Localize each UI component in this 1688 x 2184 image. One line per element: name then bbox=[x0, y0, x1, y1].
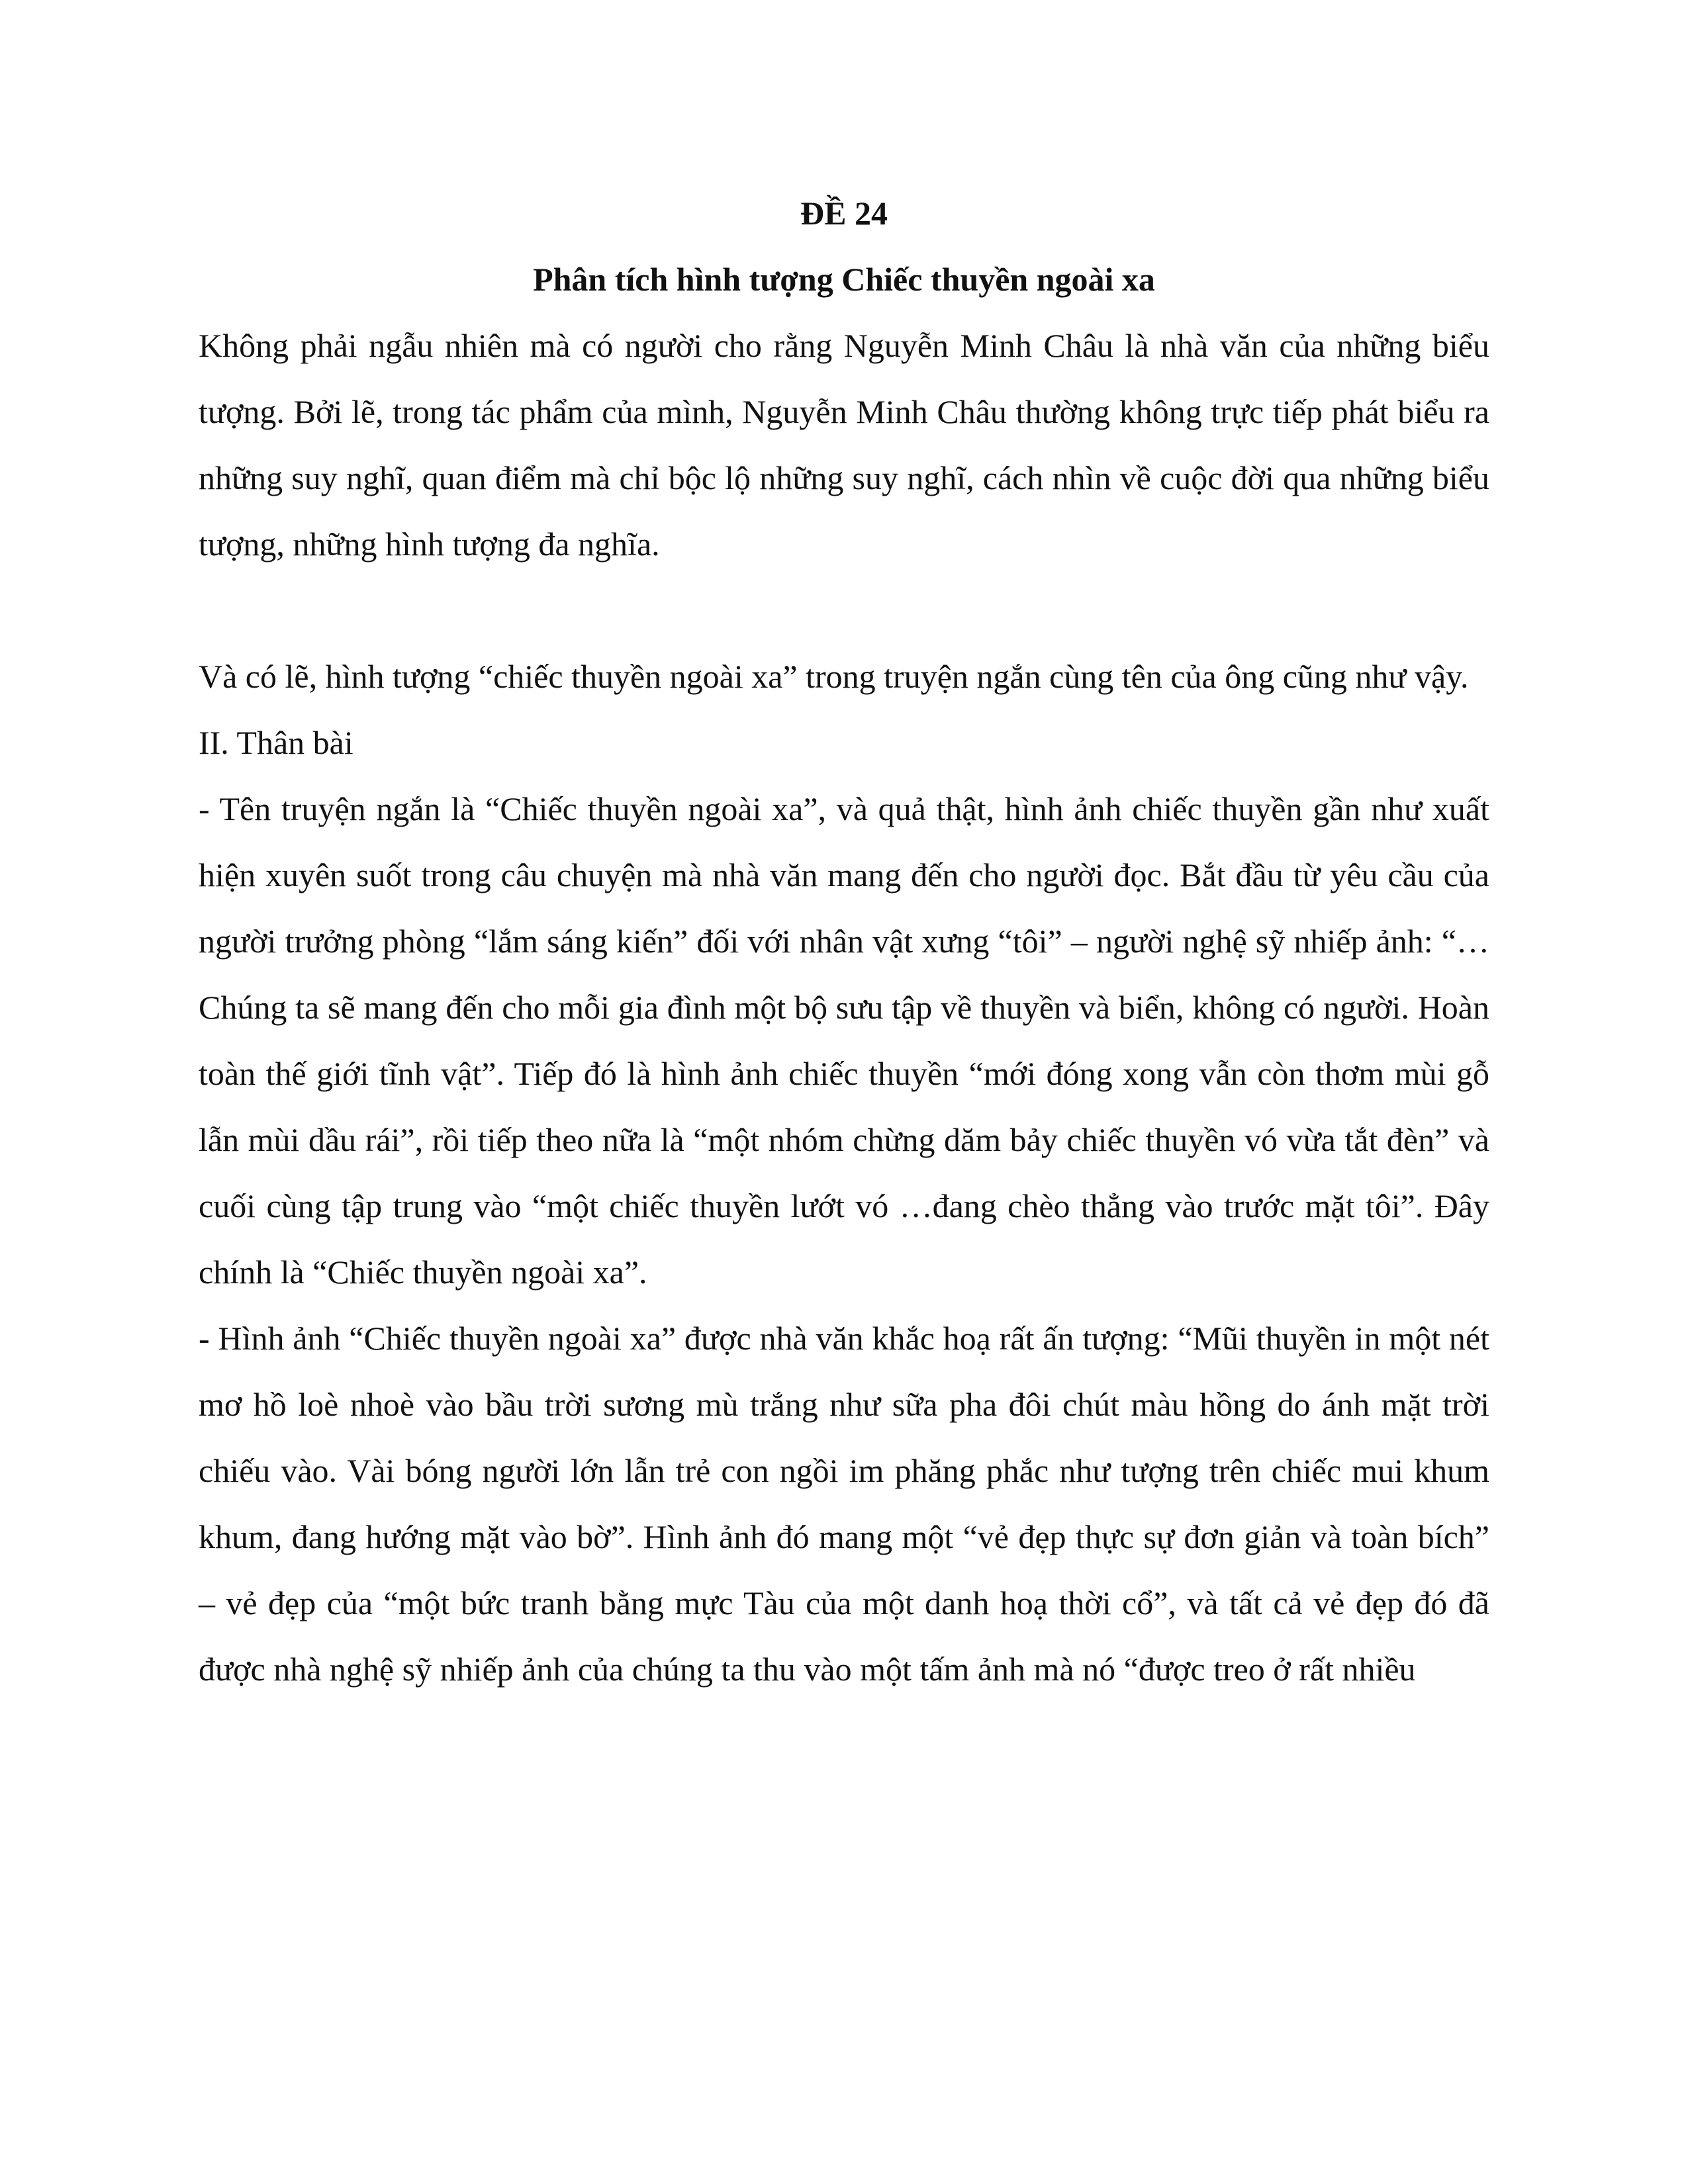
document-body bbox=[199, 180, 1489, 1702]
exam-number: ĐỀ 24 bbox=[800, 195, 888, 232]
body-paragraph-1: - Tên truyện ngắn là “Chiếc thuyền ngoài xa”, và quả thật, hình ảnh chiếc thuyền gần như xuất hiện xuyên suốt trong câu chuyện mà nhà văn mang đến cho người đọc. Bắt đầu từ yêu cầu của người trưởng phòng “lắm sáng kiến” đối với nhân vật xưng “tôi” – người nghệ sỹ nhiếp ảnh: “…Chúng ta sẽ mang đến cho mỗi gia đình một bộ sưu tập về thuyền và biển, không có người. Hoàn toàn thế giới tĩnh vật”. Tiếp đó là hình ảnh chiếc thuyền “mới đóng xong vẫn còn thơm mùi gỗ lẫn mùi dầu rái”, rồi tiếp theo nữa là “một nhóm chừng dăm bảy chiếc thuyền vó vừa tắt đèn” và cuối cùng tập trung vào “một chiếc thuyền lướt vó …đang chèo thẳng vào trước mặt tôi”. Đây chính là “Chiếc thuyền ngoài xa”. bbox=[199, 790, 1489, 1291]
section-heading-body: II. Thân bài bbox=[199, 724, 353, 761]
paragraph-spacer bbox=[199, 577, 1489, 643]
essay-title: Phân tích hình tượng Chiếc thuyền ngoài xa bbox=[533, 261, 1155, 298]
intro-paragraph: Không phải ngẫu nhiên mà có người cho rằng Nguyễn Minh Châu là nhà văn của những biểu tượng. Bởi lẽ, trong tác phẩm của mình, Nguyễn Minh Châu thường không trực tiếp phát biểu ra những suy nghĩ, quan điểm mà chỉ bộc lộ những suy nghĩ, cách nhìn về cuộc đời qua những biểu tượng, những hình tượng đa nghĩa. bbox=[199, 327, 1489, 563]
body-paragraph-2: - Hình ảnh “Chiếc thuyền ngoài xa” được nhà văn khắc hoạ rất ấn tượng: “Mũi thuyền in một nét mơ hồ loè nhoè vào bầu trời sương mù trắng như sữa pha đôi chút màu hồng do ánh mặt trời chiếu vào. Vài bóng người lớn lẫn trẻ con ngồi im phăng phắc như tượng trên chiếc mui khum khum, đang hướng mặt vào bờ”. Hình ảnh đó mang một “vẻ đẹp thực sự đơn giản và toàn bích” – vẻ đẹp của “một bức tranh bằng mực Tàu của một danh hoạ thời cổ”, và tất cả vẻ đẹp đó đã được nhà nghệ sỹ nhiếp ảnh của chúng ta thu vào một tấm ảnh mà nó “được treo ở rất nhiều bbox=[199, 1320, 1489, 1688]
intro-closing-paragraph: Và có lẽ, hình tượng “chiếc thuyền ngoài xa” trong truyện ngắn cùng tên của ông cũng như vậy. bbox=[199, 658, 1469, 695]
